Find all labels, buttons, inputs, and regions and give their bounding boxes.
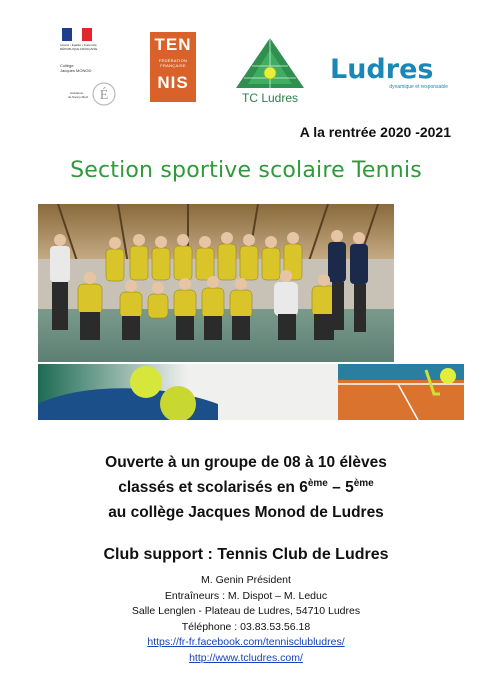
- ludres-wordmark: [330, 55, 448, 85]
- tc-ludres-name: TC Ludres: [241, 91, 299, 105]
- ludres-word-part1: Lud: [330, 54, 386, 85]
- club-phone: Téléphone : 03.83.53.56.18: [181, 620, 311, 633]
- club-details: [0, 573, 492, 666]
- team-photo: [38, 204, 394, 362]
- college-name: Jacques MONOD: [60, 68, 92, 73]
- college-label: Collège: [60, 63, 74, 68]
- tc-ludres-logo: [232, 36, 308, 106]
- page-title: Section sportive scolaire Tennis: [70, 158, 422, 183]
- tennis-banner-image: [38, 364, 464, 420]
- fft-band-text: FÉDÉRATION FRANÇAISE: [158, 58, 188, 68]
- facebook-link[interactable]: https://fr-fr.facebook.com/tennisclubludres/: [147, 636, 345, 648]
- fft-tennis-logo: [150, 32, 196, 102]
- fft-bottom-text: NIS: [157, 73, 189, 92]
- offer-line-2a: classés et scolarisés en 6: [118, 479, 308, 496]
- tc-ludres-triangle-icon: [232, 36, 308, 92]
- republic-text: RÉPUBLIQUE FRANÇAISE: [60, 47, 98, 51]
- offer-line-3: au collège Jacques Monod de Ludres: [108, 504, 384, 521]
- offer-sup-2: ème: [353, 477, 374, 489]
- fft-top-text: TEN: [154, 35, 192, 54]
- academy-name: de Nancy-Metz: [68, 95, 89, 99]
- website-link[interactable]: http://www.tcludres.com/: [189, 651, 303, 664]
- club-coaches: Entraîneurs : M. Dispot – M. Leduc: [164, 589, 328, 602]
- club-title: Club support : Tennis Club de Ludres: [103, 546, 389, 563]
- ludres-logo: [330, 55, 448, 95]
- offer-line-2: [0, 475, 492, 500]
- academy-label: Académie: [70, 91, 84, 95]
- offer-block: [0, 450, 492, 525]
- club-address: Salle Lenglen - Plateau de Ludres, 54710 Ludres: [131, 605, 361, 617]
- ludres-word-part2: res: [385, 54, 434, 85]
- school-year-heading: A la rentrée 2020 -2021: [299, 124, 451, 140]
- offer-line-2b: – 5: [327, 479, 354, 496]
- college-e-letter: É: [99, 88, 109, 103]
- college-e-emblem-icon: [90, 80, 118, 108]
- offer-line-1: Ouverte à un groupe de 08 à 10 élèves: [105, 454, 387, 471]
- tennis-banner: [38, 364, 464, 420]
- offer-sup-1: ème: [307, 477, 328, 489]
- logo-bar: [0, 0, 492, 110]
- college-logo: [60, 28, 120, 113]
- team-photo-image: [38, 204, 394, 362]
- french-flag-icon: [62, 28, 92, 41]
- club-president: M. Genin Président: [201, 574, 291, 586]
- motto-text: Liberté • Égalité • Fraternité: [60, 43, 97, 47]
- ludres-tagline: dynamique et responsable: [389, 84, 448, 90]
